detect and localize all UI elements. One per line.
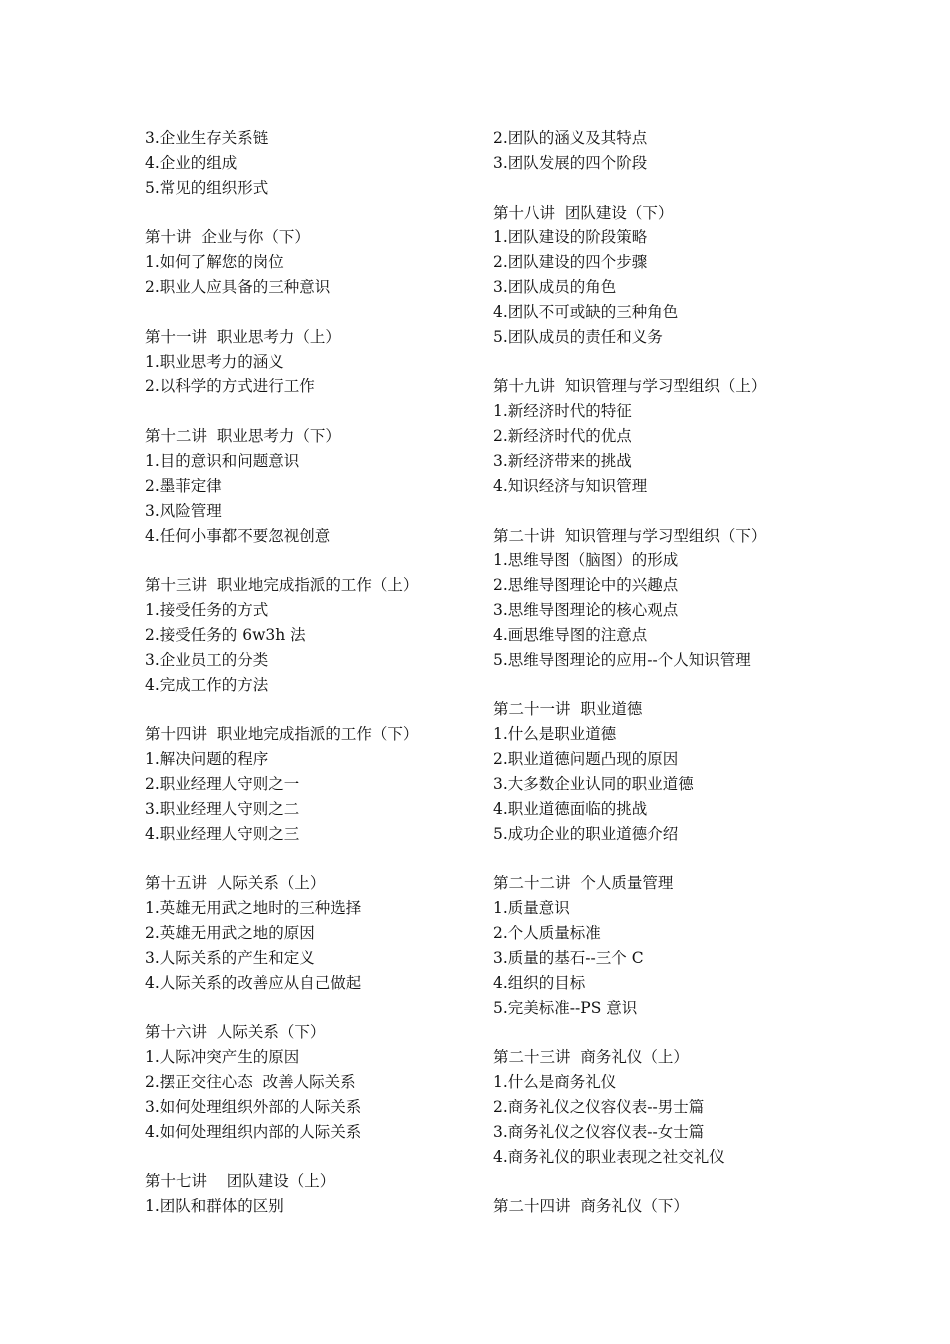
list-item: 3.团队发展的四个阶段 [493, 153, 648, 172]
list-item: 2.以科学的方式进行工作 [145, 377, 315, 396]
blank-line [493, 846, 833, 871]
lecture-heading: 第十六讲 人际关系（下） [145, 1023, 326, 1042]
left-text-column [145, 126, 485, 1219]
list-item: 3.质量的基石--三个 C [493, 948, 644, 967]
list-item: 3.思维导图理论的核心观点 [493, 601, 679, 620]
list-item: 3.新经济带来的挑战 [493, 451, 632, 470]
blank-line [493, 1020, 833, 1045]
list-item: 5.团队成员的责任和义务 [493, 327, 663, 346]
lecture-heading: 第十九讲 知识管理与学习型组织（上） [493, 377, 767, 396]
lecture-heading: 第二十四讲 商务礼仪（下） [493, 1197, 689, 1216]
lecture-heading: 第二十二讲 个人质量管理 [493, 874, 674, 893]
list-item: 4.完成工作的方法 [145, 675, 269, 694]
list-item: 3.商务礼仪之仪容仪表--女士篇 [493, 1122, 705, 1141]
list-item: 2.个人质量标准 [493, 924, 601, 942]
blank-line [145, 548, 485, 573]
list-item: 4.企业的组成 [145, 153, 238, 172]
list-item: 4.知识经济与知识管理 [493, 476, 648, 495]
blank-line [145, 846, 485, 871]
blank-line [145, 697, 485, 722]
list-item: 2.墨菲定律 [145, 476, 222, 495]
blank-line [145, 399, 485, 424]
blank-line [493, 350, 833, 375]
lecture-heading: 第二十一讲 职业道德 [493, 700, 643, 719]
list-item: 4.人际关系的改善应从自己做起 [145, 973, 362, 992]
blank-line [493, 673, 833, 698]
list-item: 2.职业经理人守则之一 [145, 774, 300, 793]
lecture-heading: 第十一讲 职业思考力（上） [145, 327, 341, 346]
list-item: 1.质量意识 [493, 899, 570, 918]
list-item: 1.什么是职业道德 [493, 725, 617, 744]
lecture-heading: 第十七讲 团队建设（上） [145, 1172, 336, 1191]
list-item: 5.成功企业的职业道德介绍 [493, 824, 679, 843]
list-item: 3.风险管理 [145, 501, 222, 520]
blank-line [145, 300, 485, 325]
lecture-heading: 第二十讲 知识管理与学习型组织（下） [493, 526, 767, 545]
lecture-heading: 第十四讲 职业地完成指派的工作（下） [145, 725, 419, 744]
lecture-heading: 第二十三讲 商务礼仪（上） [493, 1048, 689, 1067]
blank-line [493, 1169, 833, 1194]
list-item: 2.商务礼仪之仪容仪表--男士篇 [493, 1097, 705, 1116]
list-item: 2.职业道德问题凸现的原因 [493, 750, 679, 769]
blank-line [145, 201, 485, 226]
list-item: 2.思维导图理论中的兴趣点 [493, 576, 679, 595]
list-item: 2.团队的涵义及其特点 [493, 129, 648, 147]
list-item: 1.职业思考力的涵义 [145, 352, 284, 371]
list-item: 3.人际关系的产生和定义 [145, 948, 315, 967]
lecture-heading: 第十二讲 职业思考力（下） [145, 427, 341, 446]
list-item: 3.大多数企业认同的职业道德 [493, 774, 694, 793]
lecture-heading: 第十八讲 团队建设（下） [493, 203, 674, 222]
list-item: 4.画思维导图的注意点 [493, 625, 648, 644]
list-item: 1.思维导图（脑图）的形成 [493, 551, 679, 570]
blank-line [493, 176, 833, 201]
list-item: 5.完美标准--PS 意识 [493, 998, 638, 1017]
list-item: 4.组织的目标 [493, 973, 586, 992]
list-item: 5.常见的组织形式 [145, 178, 269, 197]
list-item: 1.团队和群体的区别 [145, 1197, 284, 1216]
lecture-heading: 第十五讲 人际关系（上） [145, 874, 326, 893]
list-item: 2.新经济时代的优点 [493, 427, 632, 446]
list-item: 1.英雄无用武之地时的三种选择 [145, 899, 362, 918]
list-item: 3.职业经理人守则之二 [145, 799, 300, 818]
list-item: 1.团队建设的阶段策略 [493, 228, 648, 247]
list-item: 2.团队建设的四个步骤 [493, 253, 648, 272]
list-item: 2.英雄无用武之地的原因 [145, 924, 315, 942]
list-item: 1.人际冲突产生的原因 [145, 1048, 300, 1067]
list-item: 4.如何处理组织内部的人际关系 [145, 1122, 362, 1141]
list-item: 1.目的意识和问题意识 [145, 451, 300, 470]
list-item: 2.接受任务的 6w3h 法 [145, 625, 306, 644]
lecture-heading: 第十三讲 职业地完成指派的工作（上） [145, 576, 419, 595]
list-item: 3.企业员工的分类 [145, 650, 269, 669]
list-item: 1.什么是商务礼仪 [493, 1073, 617, 1092]
right-text-column [493, 126, 833, 1219]
list-item: 2.职业人应具备的三种意识 [145, 278, 331, 297]
list-item: 2.摆正交往心态 改善人际关系 [145, 1073, 356, 1092]
list-item: 5.思维导图理论的应用--个人知识管理 [493, 650, 751, 669]
blank-line [145, 1145, 485, 1170]
list-item: 1.新经济时代的特征 [493, 402, 632, 421]
list-item: 1.如何了解您的岗位 [145, 253, 284, 272]
list-item: 3.如何处理组织外部的人际关系 [145, 1097, 362, 1116]
list-item: 1.接受任务的方式 [145, 601, 269, 620]
list-item: 4.任何小事都不要忽视创意 [145, 526, 331, 545]
list-item: 4.团队不可或缺的三种角色 [493, 302, 679, 321]
list-item: 3.团队成员的角色 [493, 278, 617, 297]
blank-line [493, 499, 833, 524]
list-item: 3.企业生存关系链 [145, 129, 269, 147]
list-item: 4.商务礼仪的职业表现之社交礼仪 [493, 1147, 725, 1166]
blank-line [145, 996, 485, 1021]
list-item: 4.职业道德面临的挑战 [493, 799, 648, 818]
lecture-heading: 第十讲 企业与你（下） [145, 228, 310, 247]
list-item: 1.解决问题的程序 [145, 750, 269, 769]
list-item: 4.职业经理人守则之三 [145, 824, 300, 843]
